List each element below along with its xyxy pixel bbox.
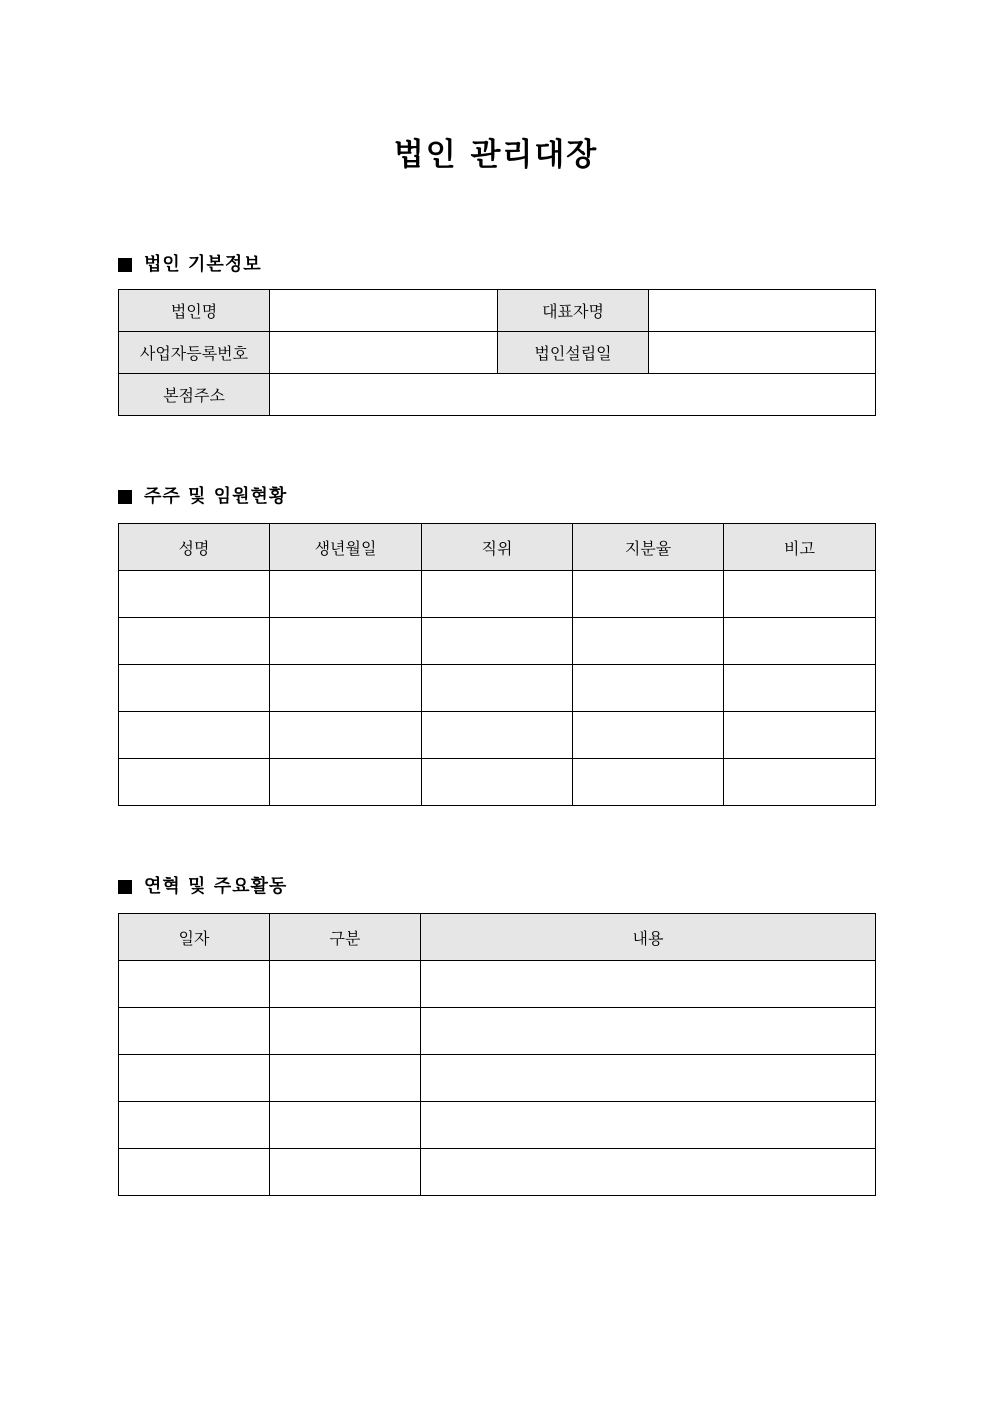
name-cell[interactable] (119, 618, 270, 665)
share-ratio-cell[interactable] (573, 759, 724, 806)
category-cell[interactable] (270, 1102, 421, 1149)
representative-field[interactable] (649, 290, 876, 332)
content-cell[interactable] (421, 1055, 876, 1102)
table-row (119, 618, 876, 665)
birthdate-cell[interactable] (270, 712, 422, 759)
date-cell[interactable] (119, 1008, 270, 1055)
date-cell[interactable] (119, 961, 270, 1008)
section-heading-label: 법인 기본정보 (144, 254, 262, 275)
date-cell[interactable] (119, 1102, 270, 1149)
corp-name-label: 법인명 (119, 290, 270, 332)
share-ratio-cell[interactable] (573, 665, 724, 712)
remarks-cell[interactable] (724, 618, 876, 665)
column-header-name: 성명 (119, 524, 270, 571)
position-cell[interactable] (422, 571, 573, 618)
history-table (118, 913, 876, 1196)
position-cell[interactable] (422, 759, 573, 806)
head-office-address-field[interactable] (270, 374, 876, 416)
birthdate-cell[interactable] (270, 571, 422, 618)
table-header-row (119, 524, 876, 571)
incorporation-date-field[interactable] (649, 332, 876, 374)
column-header-share-ratio: 지분율 (573, 524, 724, 571)
table-row (119, 290, 876, 332)
position-cell[interactable] (422, 712, 573, 759)
column-header-position: 직위 (422, 524, 573, 571)
corp-name-field[interactable] (270, 290, 498, 332)
table-row (119, 759, 876, 806)
basic-info-table (118, 289, 876, 416)
content-cell[interactable] (421, 1102, 876, 1149)
table-row (119, 665, 876, 712)
content-cell[interactable] (421, 1008, 876, 1055)
document-title: 법인 관리대장 (393, 137, 599, 173)
table-row (119, 332, 876, 374)
date-cell[interactable] (119, 1149, 270, 1196)
table-header-row (119, 914, 876, 961)
column-header-remarks: 비고 (724, 524, 876, 571)
name-cell[interactable] (119, 712, 270, 759)
table-row (119, 712, 876, 759)
position-cell[interactable] (422, 665, 573, 712)
business-reg-no-label: 사업자등록번호 (119, 332, 270, 374)
remarks-cell[interactable] (724, 665, 876, 712)
share-ratio-cell[interactable] (573, 712, 724, 759)
representative-label: 대표자명 (498, 290, 649, 332)
table-row (119, 374, 876, 416)
section-heading-history (118, 875, 287, 899)
category-cell[interactable] (270, 1008, 421, 1055)
column-header-date: 일자 (119, 914, 270, 961)
birthdate-cell[interactable] (270, 759, 422, 806)
section-heading-label: 연혁 및 주요활동 (144, 876, 288, 897)
content-cell[interactable] (421, 1149, 876, 1196)
remarks-cell[interactable] (724, 712, 876, 759)
birthdate-cell[interactable] (270, 618, 422, 665)
name-cell[interactable] (119, 571, 270, 618)
content-cell[interactable] (421, 961, 876, 1008)
section-heading-basic-info (118, 253, 262, 277)
section-heading-label: 주주 및 임원현황 (144, 486, 288, 507)
table-row (119, 961, 876, 1008)
remarks-cell[interactable] (724, 759, 876, 806)
table-row (119, 1149, 876, 1196)
name-cell[interactable] (119, 759, 270, 806)
square-bullet-icon (118, 490, 132, 504)
category-cell[interactable] (270, 961, 421, 1008)
share-ratio-cell[interactable] (573, 618, 724, 665)
column-header-birthdate: 생년월일 (270, 524, 422, 571)
position-cell[interactable] (422, 618, 573, 665)
name-cell[interactable] (119, 665, 270, 712)
table-row (119, 1102, 876, 1149)
date-cell[interactable] (119, 1055, 270, 1102)
head-office-address-label: 본점주소 (119, 374, 270, 416)
table-row (119, 1055, 876, 1102)
category-cell[interactable] (270, 1055, 421, 1102)
column-header-content: 내용 (421, 914, 876, 961)
section-heading-shareholders (118, 485, 287, 509)
share-ratio-cell[interactable] (573, 571, 724, 618)
category-cell[interactable] (270, 1149, 421, 1196)
square-bullet-icon (118, 880, 132, 894)
column-header-category: 구분 (270, 914, 421, 961)
incorporation-date-label: 법인설립일 (498, 332, 649, 374)
shareholders-table (118, 523, 876, 806)
remarks-cell[interactable] (724, 571, 876, 618)
square-bullet-icon (118, 258, 132, 272)
table-row (119, 1008, 876, 1055)
table-row (119, 571, 876, 618)
birthdate-cell[interactable] (270, 665, 422, 712)
business-reg-no-field[interactable] (270, 332, 498, 374)
